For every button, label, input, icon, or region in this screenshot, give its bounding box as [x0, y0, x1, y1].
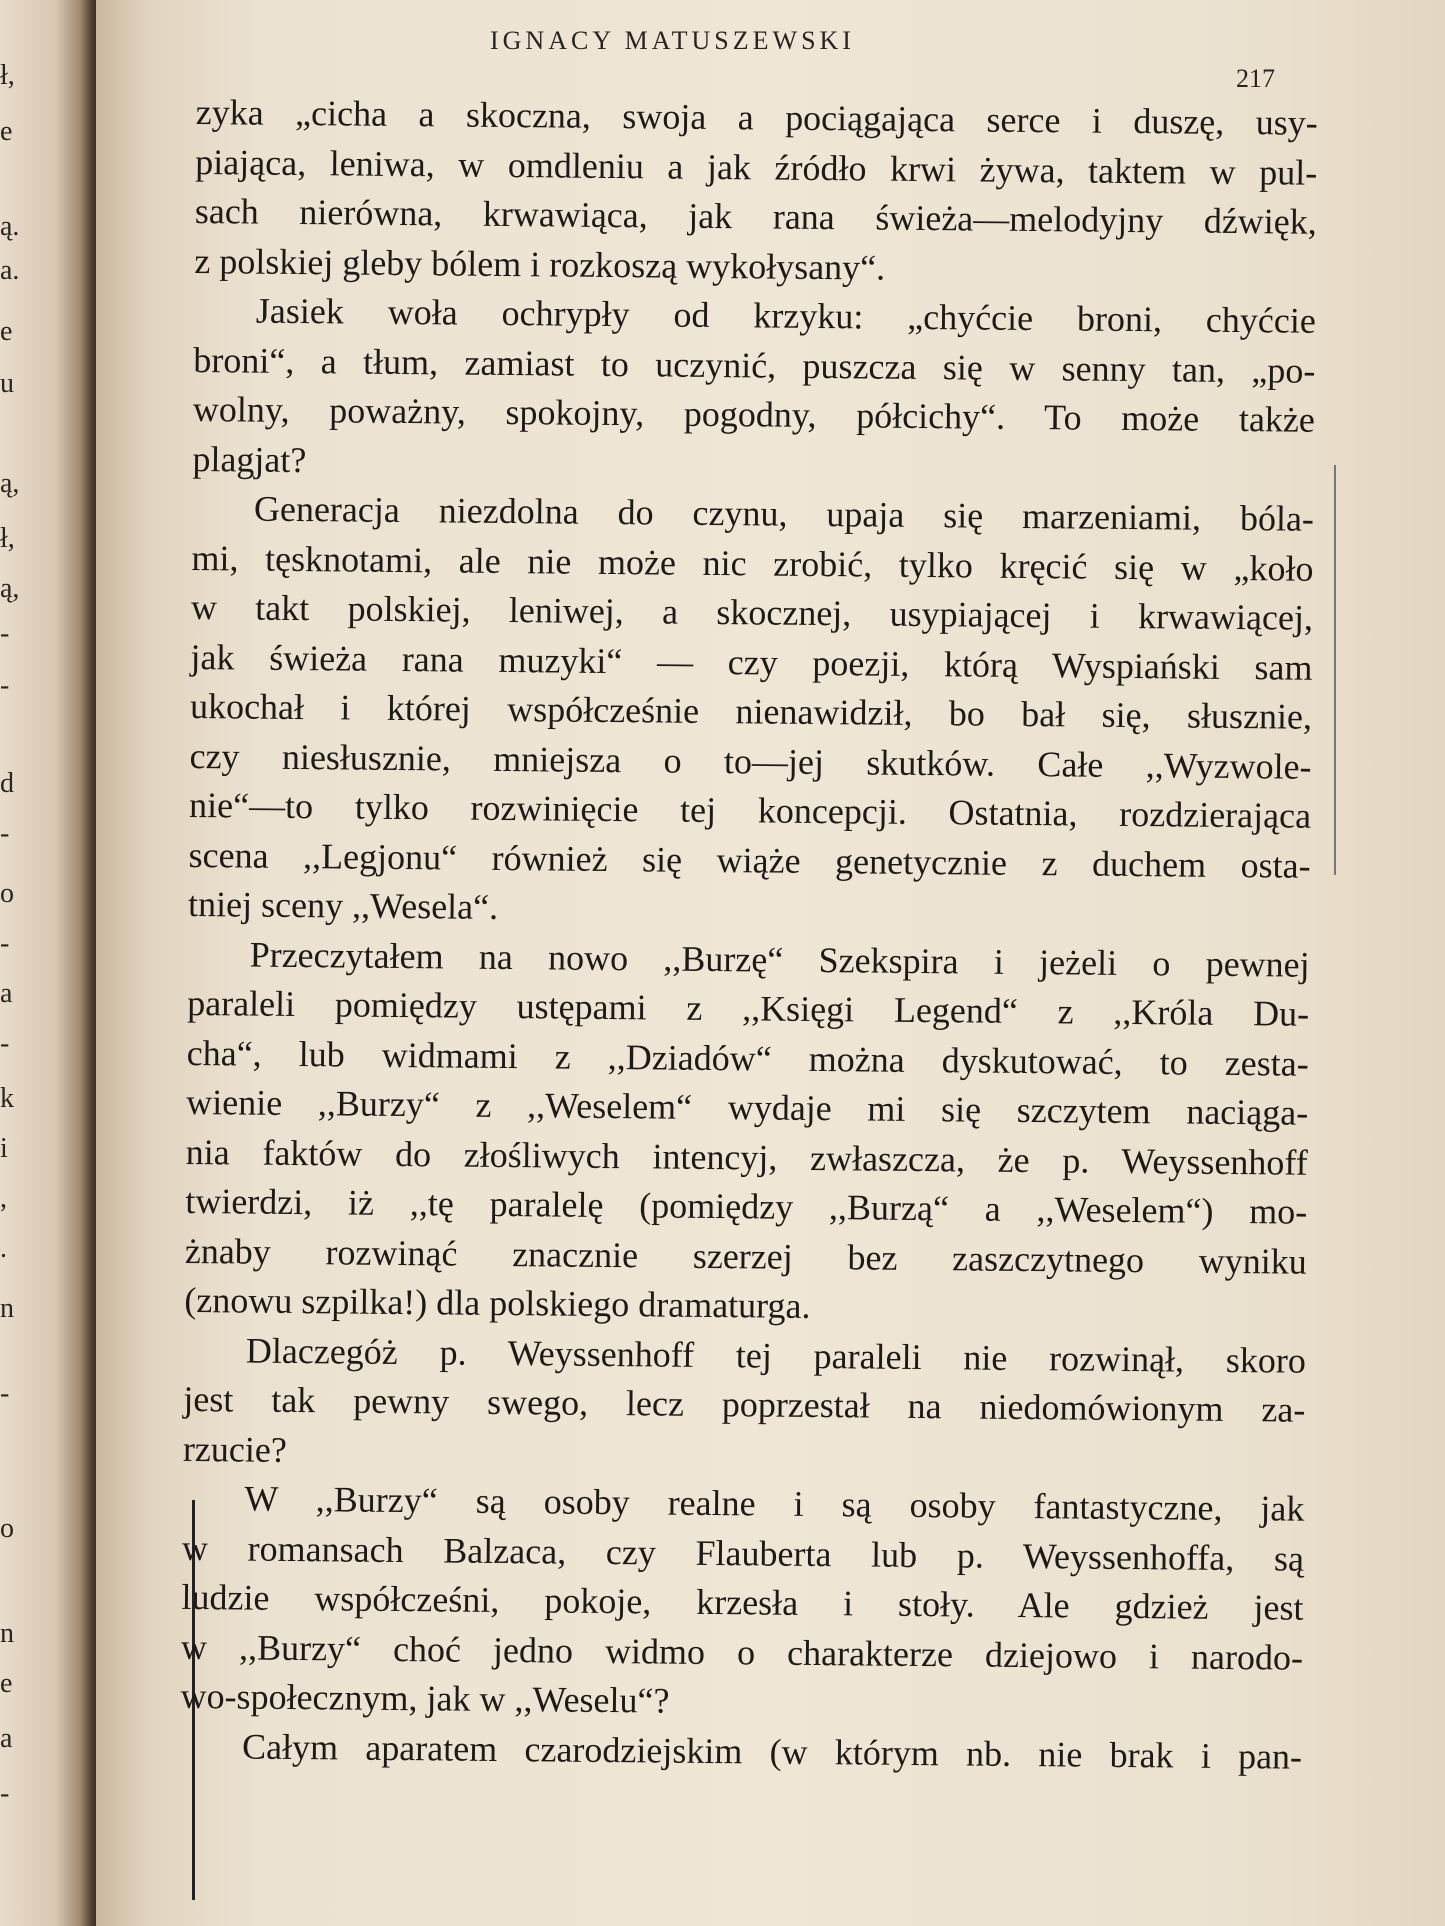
text-line: w takt polskiej, leniwej, a skocznej, usypiającej i krwawiącej, — [190, 586, 1314, 638]
text-line: zyka „cicha a skoczna, swoja a pociągająca serce i duszę, usy- — [195, 91, 1318, 143]
margin-fragment: d — [0, 768, 14, 799]
text-line: mi, tęsknotami, ale nie może nic zrobić, tylko kręcić się w „koło — [191, 537, 1314, 589]
text-line: sach nierówna, krwawiąca, jak rana świeża—melodyjny dźwięk, — [194, 190, 1317, 242]
text-line: w ,,Burzy“ choć jedno widmo o charakterze dziejowo i narodo- — [180, 1626, 1304, 1678]
margin-fragment: n — [0, 1618, 14, 1649]
margin-fragment: - — [0, 670, 10, 701]
text-line: jest tak pewny swego, lecz poprzestał na niedomówionym za- — [183, 1378, 1306, 1430]
text-line: Dlaczegóż p. Weyssenhoff tej paraleli nie rozwinął, skoro — [245, 1330, 1307, 1381]
text-line: plagjat? — [192, 438, 307, 480]
margin-fragment: ł, — [0, 523, 15, 554]
text-line: wolny, poważny, spokojny, pogodny, półcichy“. To może także — [192, 388, 1316, 440]
margin-fragment: n — [0, 1293, 14, 1324]
text-line: Jasiek woła ochrypły od krzyku: „chyćcie broni, chyćcie — [255, 290, 1317, 341]
margin-fragment: , — [0, 1183, 7, 1214]
text-line: jak świeża rana muzyki“ — czy poezji, którą Wyspiański sam — [190, 636, 1313, 688]
running-head: IGNACY MATUSZEWSKI — [490, 26, 855, 55]
margin-fragment: i — [0, 1133, 8, 1164]
text-line: ludzie współcześni, pokoje, krzesła i stoły. Ale gdzież jest — [181, 1576, 1304, 1628]
margin-fragment: a — [0, 1723, 13, 1754]
text-line: ukochał i której współcześnie nienawidził, bo bał się, słusznie, — [189, 685, 1313, 737]
margin-fragment: - — [0, 1378, 10, 1409]
margin-fragment: a. — [0, 255, 20, 286]
margin-fragment: e — [0, 1668, 13, 1699]
book-page — [96, 0, 1445, 1926]
text-line: wo-społecznym, jak w ,,Weselu“? — [180, 1675, 670, 1721]
margin-fragment: - — [0, 1028, 10, 1059]
margin-fragment: ł, — [0, 60, 15, 91]
text-line: broni“, a tłum, zamiast to uczynić, puszcza się w senny tan, „po- — [193, 339, 1316, 391]
text-line: Przeczytałem na nowo ,,Burzę“ Szekspira i jeżeli o pewnej — [249, 934, 1310, 985]
text-line: żnaby rozwinąć znacznie szerzej bez zaszczytnego wyniku — [184, 1230, 1307, 1282]
text-line: w romansach Balzaca, czy Flauberta lub p. Weyssenhoffa, są — [181, 1527, 1305, 1579]
text-line: Całym aparatem czarodziejskim (w którym nb. nie brak i pan- — [241, 1726, 1303, 1777]
margin-fragment: ą. — [0, 211, 20, 242]
text-line: paraleli pomiędzy ustępami z ,,Księgi Legend“ z ,,Króla Du- — [187, 982, 1310, 1034]
margin-fragment: - — [0, 618, 10, 649]
margin-fragment: - — [0, 1778, 10, 1809]
text-line: tniej sceny ,,Wesela“. — [187, 883, 499, 927]
margin-fragment: ą, — [0, 573, 20, 604]
margin-fragment: ą, — [0, 468, 20, 499]
margin-fragment: e — [0, 116, 13, 147]
text-line: czy niesłusznie, mniejsza o to—jej skutków. Całe ,,Wyzwole- — [189, 735, 1312, 787]
text-line: scena ,,Legjonu“ również się wiąże genetycznie z duchem osta- — [188, 834, 1311, 886]
text-line: piająca, leniwa, w omdleniu a jak źródło krwi żywa, taktem w pul- — [195, 141, 1318, 193]
previous-page-edge — [0, 0, 100, 1926]
margin-fragment: - — [0, 928, 10, 959]
text-line: cha“, lub widmami z ,,Dziadów“ można dyskutować, to zesta- — [186, 1032, 1309, 1084]
page-number: 217 — [1236, 64, 1275, 93]
body-text — [180, 88, 1318, 1782]
text-line: nie“—to tylko rozwinięcie tej koncepcji. Ostatnia, rozdzierająca — [188, 784, 1312, 836]
margin-mark — [1334, 465, 1336, 875]
text-line: W ,,Burzy“ są osoby realne i są osoby fantastyczne, jak — [244, 1478, 1305, 1529]
margin-fragment: . — [0, 1233, 7, 1264]
text-line: Generacja niezdolna do czynu, upaja się marzeniami, bóla- — [253, 488, 1315, 539]
margin-fragment: - — [0, 818, 10, 849]
text-line: rzucie? — [182, 1428, 288, 1470]
margin-fragment: o — [0, 1513, 14, 1544]
margin-fragment: a — [0, 978, 13, 1009]
margin-fragment: k — [0, 1083, 14, 1114]
margin-fragment: e — [0, 316, 13, 347]
text-line: nia faktów do złośliwych intencyj, zwłaszcza, że p. Weyssenhoff — [185, 1131, 1308, 1183]
margin-fragment: o — [0, 878, 14, 909]
text-line: z polskiej gleby bólem i rozkoszą wykołysany“. — [194, 240, 886, 288]
text-line: wienie ,,Burzy“ z ,,Weselem“ wydaje mi się szczytem naciąga- — [186, 1081, 1309, 1133]
page-header — [96, 22, 1445, 93]
margin-fragment: u — [0, 368, 14, 399]
text-line: twierdzi, iż ,,tę paralelę (pomiędzy ,,Burzą“ a ,,Weselem“) mo- — [185, 1180, 1308, 1232]
text-line: (znowu szpilka!) dla polskiego dramaturga. — [184, 1279, 811, 1326]
